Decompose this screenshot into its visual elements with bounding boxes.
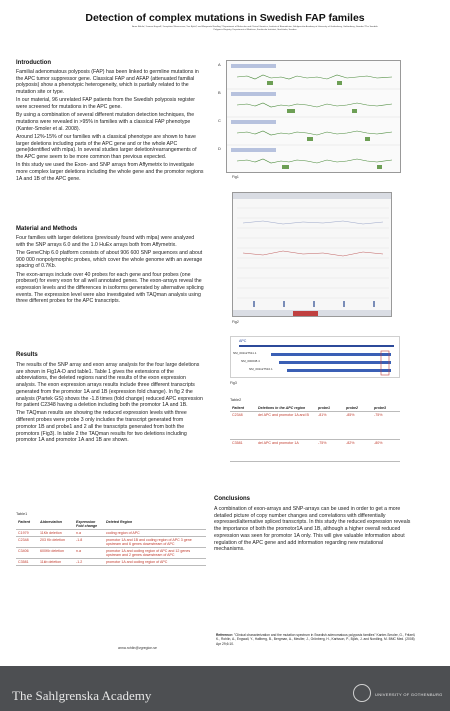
figure-2-graphic (233, 193, 392, 317)
results-text (16, 362, 204, 445)
footer-brand: The Sahlgrenska Academy (12, 688, 152, 703)
reference-text: "Clinical characterization and the mutation spectrum in Swedish adenomatous polyposis families" Kanter-Smoler, G., Fritzell, K., Rohlin, A., Engwall, Y., Hallberg, B., Bergman, A., Meuller, J., Grönberg, H., Karlsson, P., Björk, J. and Nordling, M. BMC Med. (2008) Apr 29;6:10. (216, 633, 416, 646)
figure-3-plot (230, 336, 400, 378)
intro-paragraph: In this study we used the Exon- and SNP arrays from Affymetrix to investigate more complex larger deletions including the whole gene and the promotor regions 1A and 1B of the APC gene. (16, 162, 204, 182)
table-cell: coding region of APC (104, 530, 206, 537)
table-header-cell: Deletions in the APC region (256, 405, 316, 412)
results-heading: Results (16, 352, 38, 358)
contact-email: anna.rohlin@vgregion.se (118, 646, 157, 650)
figure-1-graphic (227, 61, 401, 173)
table-cell: del APC and promotor 1A and B (256, 412, 316, 440)
table-cell: 11kb deletion (38, 559, 74, 566)
intro-paragraph: Familial adenomatous polyposis (FAP) has been linked to germline mutations in the APC tumor suppressor gene. Classical FAP and AFAP (attenuated familial polyposis) show a phenotypic heterogeneity, which is partially related to the mutation site or type. (16, 69, 199, 96)
table-header-cell: Patient (16, 519, 38, 530)
table-header-cell: probe1 (316, 405, 344, 412)
table-cell: -80% (372, 440, 400, 462)
table-header-cell: Patient (230, 405, 256, 412)
figure-1-plot (226, 60, 401, 173)
table-cell: C2348 (16, 537, 38, 548)
table-row (230, 412, 400, 440)
fig3-gene-label: APC (239, 339, 247, 343)
table-header-row (16, 519, 206, 530)
table-header-cell: probe2 (344, 405, 372, 412)
table-cell: promotor 1A and 1B and coding region of APC 3 gene upstream and 6 genes downstream of APC (104, 537, 206, 548)
methods-paragraph: The exon-arrays include over 40 probes for each gene and four probes (one probeset) for every exon for all well annotated genes. The exon-arrays reveal the expression levels and the differences in isoforms generated by alternative splicing events. The expression level were also investigated with TAQman analysis using three different probes for the APC transcripts. (16, 271, 204, 305)
table-cell: -85% (344, 412, 372, 440)
results-paragraph: The results of the SNP array and exon array analysis for the four large deletions are shown in Fig1A-D and table1. Table 1 gives the extensions of the abbreviations, the deleted regions nand the results of the exon expression analysis. The exon expression arrays results include three different transcripts generated from the promotor 1A and 1B (expression fold change). In fig 2 the analysis (Partek GS) shows the -1.8 times (fold change) reduced APC expression for patient C2348 having a deletion including both the promotor 1A and 1B. (16, 362, 203, 409)
table2-caption: Table2 (230, 398, 242, 402)
table-row (16, 530, 206, 537)
footer-university: UNIVERSITY OF GOTHENBURG (375, 692, 443, 697)
table-row (16, 537, 206, 548)
table-header-cell: probe3 (372, 405, 400, 412)
intro-paragraph: By using a combination of several different mutation detection techniques, the mutations were revealed in >95% in families with a classical FAP phenotype (Kanter-Smoler et al. 2008). (16, 112, 195, 132)
conclusions-text (214, 506, 414, 554)
table1-caption: Table1 (16, 512, 28, 516)
university-seal-icon (353, 684, 371, 702)
table-cell: -81% (316, 412, 344, 440)
table-header-cell: Deleted Region (104, 519, 206, 530)
table-row (230, 440, 400, 462)
table-row (16, 559, 206, 566)
panel-letter-c: C (218, 118, 221, 123)
fig3-transcript-label: NM_001127510.1 (249, 367, 273, 371)
fig3-transcript-label: NM_001127511.1 (233, 351, 257, 355)
figure-2-plot (232, 192, 392, 317)
reference-block (216, 633, 416, 646)
table-cell: C3406 (16, 548, 38, 559)
figure-1-label: Fig1 (232, 175, 239, 179)
poster-title: Detection of complex mutations in Swedish FAP familes (85, 12, 365, 24)
fig3-transcript-label: NM_000038.4 (241, 359, 260, 363)
figure-2-label: Fig2 (232, 320, 239, 324)
table-cell: 600Kb deletion (38, 548, 74, 559)
table-row (16, 548, 206, 559)
table-cell: n.a (74, 548, 104, 559)
conclusions-paragraph: A combination of exon-arrays and SNP-arrays can be used in order to get a more detailed picture of copy number changes and correlations with differentially expressed/alternative spliced transcripts. In this study the reduced expression reveals the importance of both the promotor1A and 1B, although a higher overall reduced expression was seen for promotor 1A only. This will give valuable information about regulation of the APC gene and add information regarding new mutational mechanisms. (214, 506, 411, 553)
conclusions-heading: Conclusions (214, 496, 251, 502)
table-cell: promotor 1A and coding region of APC and 12 genes upstream and 2 genes downstream of APC (104, 548, 206, 559)
intro-paragraph: Around 12%-15% of our families with a classical phenotype are shown to have larger deletions including parts of the APC gene and or the whole APC gene(identified with mlpa). In several studies larger deletion/rearrangements of the APC gene seem to be more common than previous expected. (16, 133, 197, 160)
table-cell: promotor 1A and coding region of APC (104, 559, 206, 566)
panel-letter-b: B (218, 90, 221, 95)
table-cell: n.a (74, 530, 104, 537)
table-cell: C1979 (16, 530, 38, 537)
figure-3-graphic (231, 337, 400, 378)
methods-text (16, 235, 204, 307)
table-cell: C3581 (16, 559, 38, 566)
table-cell: -75% (372, 412, 400, 440)
results-paragraph: The TAQman results are showing the reduced expression levels with three different probes were probe 3 only includes the transcript generated from promotor 1B and probe1 and 2 all the transcripts generated from both the promotors (Fig3). In table 2 the TAQman results for two deletions including promotor 1A and promotor 1A and 1B are shown. (16, 410, 187, 444)
table-cell: C3581 (230, 440, 256, 462)
intro-paragraph: In our material, 96 unrelated FAP patients from the Swedish polyposis register were screened for mutations in the APC gene. (16, 97, 195, 111)
introduction-heading: Introduction (16, 60, 51, 66)
figure-3-label: Fig3 (230, 381, 237, 385)
introduction-text (16, 69, 204, 184)
table-cell: -1.8 (74, 537, 104, 548)
table-cell: del APC and promotor 1A (256, 440, 316, 462)
table-cell: -1.2 (74, 559, 104, 566)
panel-letter-a: A (218, 62, 221, 67)
table-cell: -82% (344, 440, 372, 462)
methods-heading: Material and Methods (16, 226, 78, 232)
author-affiliations: Anna Rohlin,¹ Joanna Engvall,¹ Josephine Wernersson,¹ Ian Björk,² and Margareta Nordling¹ ¹Department of Molecular and Clinical Genetics, Institute of Biomedicine, Sahlgrenska Academy at University of Gothenburg, Gothenburg, Sweden ²The Swedish Polyposis Registry, Department of Medicine, Karolinska Institutet, Stockholm, Sweden (132, 26, 378, 31)
methods-paragraph: The GeneChip 6.0 platform consists of about 906 600 SNP sequences and about 900 000 nonpolymorphic probes, which cover the whole genome with an average spacing of 0.7Kb. (16, 249, 203, 270)
table-cell: -75% (316, 440, 344, 462)
reference-label: Reference: (216, 633, 234, 637)
methods-paragraph: Four families with larger deletions (previously found with mlpa) were analyzed with the SNP arrays 6.0 and the 1.0 HuEx arrays both from Affymetrix. (16, 235, 195, 248)
table-cell: 203 Kb deletion (38, 537, 74, 548)
table-header-cell: Abbreviation (38, 519, 74, 530)
table-cell: 11Kb deletion (38, 530, 74, 537)
panel-letter-d: D (218, 146, 221, 151)
table2 (230, 405, 400, 462)
table-header-cell: Expression Fold change (74, 519, 104, 530)
table1 (16, 519, 206, 566)
table-cell: C2348 (230, 412, 256, 440)
